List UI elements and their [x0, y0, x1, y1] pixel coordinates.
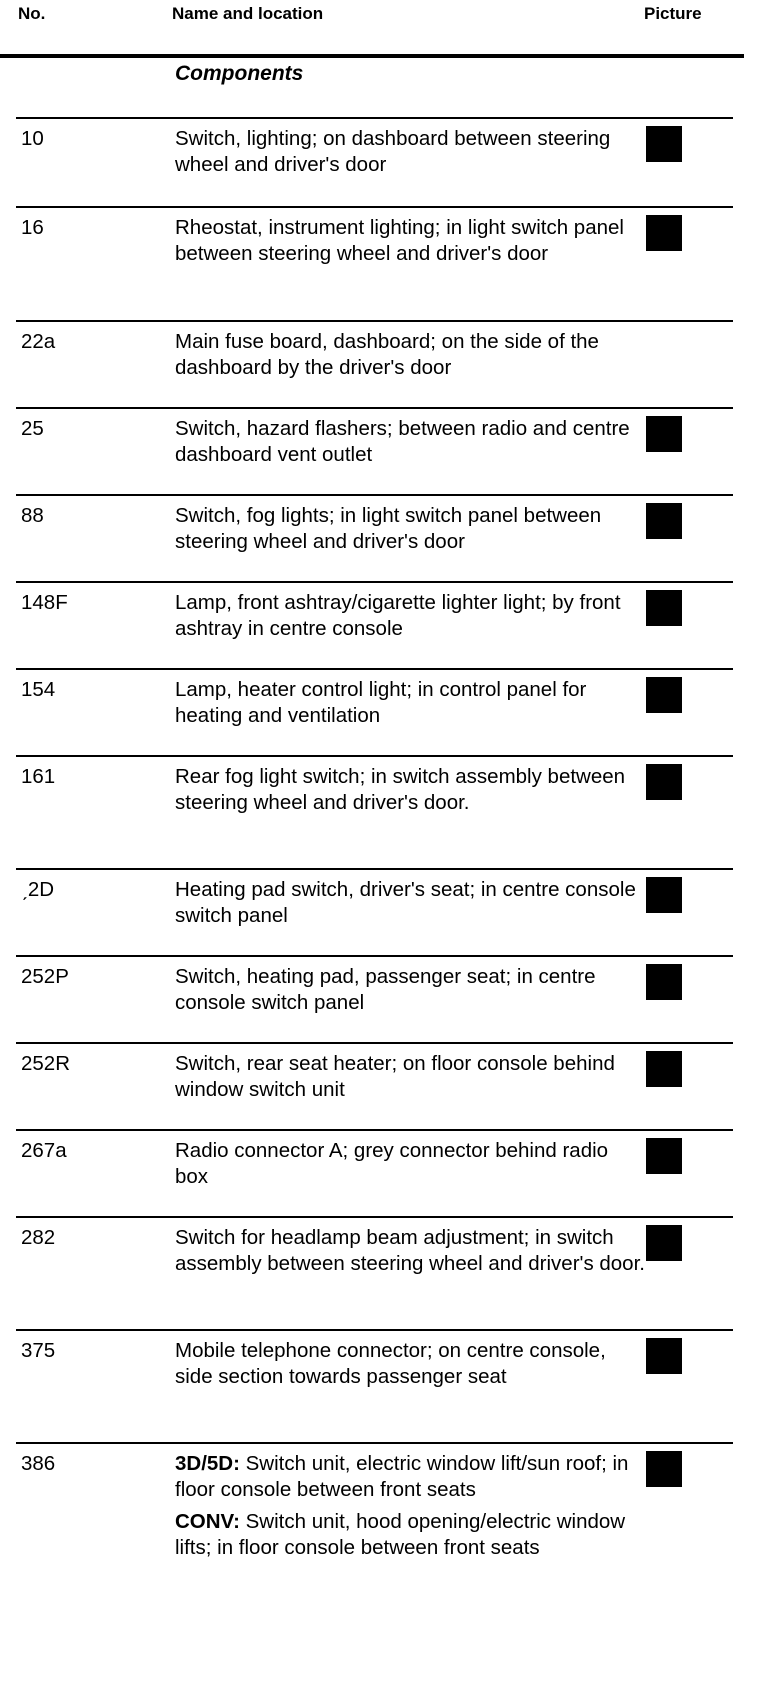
component-number: 252P [21, 965, 69, 988]
picture-thumbnail[interactable] [646, 1338, 682, 1374]
description-paragraph [175, 503, 645, 555]
row-divider [16, 1442, 733, 1444]
row-divider [16, 494, 733, 496]
row-divider [16, 581, 733, 583]
description-text: Switch unit, electric window lift/sun roof; in floor console between front seats [175, 1452, 629, 1501]
description-paragraph [175, 677, 645, 729]
component-name-location [175, 215, 645, 267]
description-text: Main fuse board, dashboard; on the side of the dashboard by the driver's door [175, 330, 599, 379]
row-divider [16, 407, 733, 409]
description-paragraph [175, 126, 645, 178]
picture-thumbnail[interactable] [646, 1138, 682, 1174]
component-name-location [175, 503, 645, 555]
component-number: 267a [21, 1139, 67, 1162]
row-divider [16, 1129, 733, 1131]
variant-label: 3D/5D: [175, 1452, 240, 1475]
description-paragraph [175, 764, 645, 816]
row-divider [16, 320, 733, 322]
picture-thumbnail[interactable] [646, 1451, 682, 1487]
description-text: Switch for headlamp beam adjustment; in switch assembly between steering wheel and driver's door. [175, 1226, 645, 1275]
picture-thumbnail[interactable] [646, 1225, 682, 1261]
component-name-location [175, 1051, 645, 1103]
description-text: Mobile telephone connector; on centre console, side section towards passenger seat [175, 1339, 606, 1388]
column-header-no: No. [18, 4, 46, 23]
component-name-location [175, 1225, 645, 1277]
description-text: Heating pad switch, driver's seat; in centre console switch panel [175, 878, 636, 927]
variant-label: CONV: [175, 1510, 240, 1533]
row-divider [16, 955, 733, 957]
row-divider [16, 668, 733, 670]
description-text: Switch, lighting; on dashboard between steering wheel and driver's door [175, 127, 611, 176]
description-paragraph [175, 329, 645, 381]
description-text: Lamp, heater control light; in control panel for heating and ventilation [175, 678, 587, 727]
component-number: 375 [21, 1339, 56, 1362]
picture-thumbnail[interactable] [646, 215, 682, 251]
component-name-location [175, 1338, 645, 1390]
description-text: Lamp, front ashtray/cigarette lighter light; by front ashtray in centre console [175, 591, 621, 640]
component-number: 88 [21, 504, 44, 527]
component-number: 25 [21, 417, 44, 440]
component-number: 22a [21, 330, 56, 353]
component-name-location [175, 877, 645, 929]
component-name-location [175, 1451, 645, 1561]
row-divider [16, 206, 733, 208]
description-text: Radio connector A; grey connector behind radio box [175, 1139, 609, 1188]
component-number: 10 [21, 127, 44, 150]
column-header-picture: Picture [644, 4, 702, 23]
component-number: 282 [21, 1226, 56, 1249]
picture-thumbnail[interactable] [646, 590, 682, 626]
picture-thumbnail[interactable] [646, 416, 682, 452]
picture-thumbnail[interactable] [646, 764, 682, 800]
description-text: Rheostat, instrument lighting; in light switch panel between steering wheel and driver's door [175, 216, 624, 265]
component-number: ˏ2D [21, 878, 55, 901]
description-text: Rear fog light switch; in switch assembly between steering wheel and driver's door. [175, 765, 626, 814]
description-paragraph [175, 1338, 645, 1390]
description-text: Switch, rear seat heater; on floor console behind window switch unit [175, 1052, 615, 1101]
description-paragraph [175, 1225, 645, 1277]
component-name-location [175, 329, 645, 381]
description-text: Switch, heating pad, passenger seat; in centre console switch panel [175, 965, 596, 1014]
row-divider [16, 117, 733, 119]
description-paragraph [175, 877, 645, 929]
description-paragraph [175, 1051, 645, 1103]
description-paragraph [175, 215, 645, 267]
component-name-location [175, 764, 645, 816]
picture-thumbnail[interactable] [646, 677, 682, 713]
picture-thumbnail[interactable] [646, 877, 682, 913]
component-number: 16 [21, 216, 44, 239]
component-name-location [175, 590, 645, 642]
component-number: 386 [21, 1452, 56, 1475]
component-name-location [175, 126, 645, 178]
description-paragraph [175, 1451, 645, 1503]
row-divider [16, 1042, 733, 1044]
picture-thumbnail[interactable] [646, 503, 682, 539]
description-paragraph [175, 1509, 645, 1561]
picture-thumbnail[interactable] [646, 1051, 682, 1087]
component-number: 161 [21, 765, 56, 788]
component-name-location [175, 677, 645, 729]
header-divider [0, 54, 744, 58]
component-number: 154 [21, 678, 56, 701]
description-paragraph [175, 1138, 645, 1190]
component-number: 148F [21, 591, 68, 614]
component-name-location [175, 1138, 645, 1190]
row-divider [16, 755, 733, 757]
description-text: Switch, fog lights; in light switch panel between steering wheel and driver's door [175, 504, 602, 553]
row-divider [16, 868, 733, 870]
section-title: Components [175, 62, 304, 85]
description-paragraph [175, 416, 645, 468]
row-divider [16, 1216, 733, 1218]
description-paragraph [175, 964, 645, 1016]
component-name-location [175, 416, 645, 468]
picture-thumbnail[interactable] [646, 126, 682, 162]
description-text: Switch, hazard flashers; between radio and centre dashboard vent outlet [175, 417, 630, 466]
picture-thumbnail[interactable] [646, 964, 682, 1000]
component-number: 252R [21, 1052, 71, 1075]
row-divider [16, 1329, 733, 1331]
description-paragraph [175, 590, 645, 642]
description-text: Switch unit, hood opening/electric window lifts; in floor console between front seats [175, 1510, 626, 1559]
column-header-name-location: Name and location [172, 4, 324, 23]
component-name-location [175, 964, 645, 1016]
